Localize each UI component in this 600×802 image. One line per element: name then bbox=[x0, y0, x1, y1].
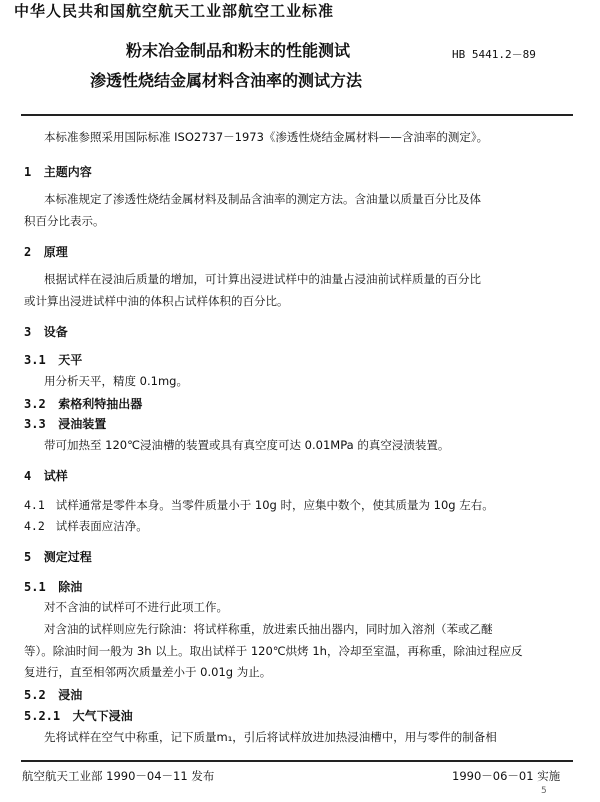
section-2-heading bbox=[24, 243, 68, 260]
paragraph: 用分析天平，精度 0.1mg。 bbox=[44, 374, 188, 388]
paragraph: 本标准规定了渗透性烧结金属材料及制品含油率的测定方法。含油量以质量百分比及体 bbox=[44, 192, 481, 206]
subsection-title: 天平 bbox=[58, 353, 83, 367]
standard-number: HB 5441.2－89 bbox=[452, 48, 536, 61]
bottom-rule bbox=[21, 760, 573, 762]
section-5-heading bbox=[24, 548, 92, 565]
section-number: 3 bbox=[24, 325, 32, 339]
subsection-number: 5.1 bbox=[24, 580, 46, 594]
paragraph: 等）。除油时间一般为 3h 以上。取出试样于 120℃烘烤 1h，冷却至室温，再称重，除油过程应反 bbox=[24, 644, 523, 658]
subsection-5-2-1-heading bbox=[24, 707, 133, 724]
subsection-number: 3.2 bbox=[24, 397, 46, 411]
subsection-title: 索格利特抽出器 bbox=[58, 397, 143, 411]
top-rule bbox=[21, 114, 573, 116]
subsection-3-2-heading bbox=[24, 395, 142, 412]
subsection-title: 浸油装置 bbox=[58, 417, 107, 431]
paragraph: 根据试样在浸油后质量的增加，可计算出浸进试样中的油量占浸油前试样质量的百分比 bbox=[44, 272, 481, 286]
section-1-heading bbox=[24, 163, 92, 180]
subsection-3-1-heading bbox=[24, 351, 82, 368]
subsection-number: 5.2 bbox=[24, 688, 46, 702]
clause-4-2 bbox=[24, 518, 148, 534]
section-number: 4 bbox=[24, 469, 32, 483]
section-4-heading bbox=[24, 467, 68, 484]
paragraph: 积百分比表示。 bbox=[24, 214, 105, 228]
page-mark: 5 bbox=[541, 786, 547, 796]
subsection-title: 浸油 bbox=[58, 688, 83, 702]
document-title-line1: 粉末冶金制品和粉末的性能测试 bbox=[126, 41, 351, 60]
subsection-number: 3.3 bbox=[24, 417, 46, 431]
org-title: 中华人民共和国航空航天工业部航空工业标准 bbox=[14, 2, 335, 20]
subsection-3-3-heading bbox=[24, 415, 106, 432]
section-title: 原理 bbox=[43, 245, 68, 259]
section-number: 1 bbox=[24, 165, 32, 179]
issue-info: 航空航天工业部 1990－04－11 发布 bbox=[22, 769, 215, 783]
section-title: 测定过程 bbox=[43, 550, 92, 564]
section-title: 设备 bbox=[43, 325, 68, 339]
section-title: 主题内容 bbox=[43, 165, 92, 179]
clause-text: 试样通常是零件本身。当零件质量小于 10g 时，应集中数个，使其质量为 10g 左右。 bbox=[55, 498, 494, 512]
section-number: 2 bbox=[24, 245, 32, 259]
paragraph: 或计算出浸进试样中油的体积占试样体积的百分比。 bbox=[24, 294, 289, 308]
subsection-title: 大气下浸油 bbox=[72, 709, 133, 723]
section-number: 5 bbox=[24, 550, 32, 564]
subsection-5-1-heading bbox=[24, 578, 82, 595]
section-title: 试样 bbox=[43, 469, 68, 483]
subsection-5-2-heading bbox=[24, 686, 82, 703]
subsection-number: 5.2.1 bbox=[24, 709, 61, 723]
clause-number: 4.1 bbox=[24, 498, 45, 512]
reference-note: 本标准参照采用国际标准 ISO2737－1973《渗透性烧结金属材料——含油率的测定》。 bbox=[44, 130, 489, 144]
subsection-title: 除油 bbox=[58, 580, 83, 594]
paragraph: 对不含油的试样可不进行此项工作。 bbox=[44, 600, 228, 614]
paragraph: 复进行，直至相邻两次质量差小于 0.01g 为止。 bbox=[24, 665, 272, 679]
section-3-heading bbox=[24, 323, 68, 340]
clause-text: 试样表面应洁净。 bbox=[55, 519, 148, 533]
paragraph: 对含油的试样则应先行除油：将试样称重，放进索氏抽出器内，同时加入溶剂（苯或乙醚 bbox=[44, 622, 493, 636]
subsection-number: 3.1 bbox=[24, 353, 46, 367]
document-title-line2: 渗透性烧结金属材料含油率的测试方法 bbox=[90, 71, 363, 90]
clause-number: 4.2 bbox=[24, 519, 45, 533]
clause-4-1 bbox=[24, 497, 494, 513]
paragraph: 带可加热至 120℃浸油槽的装置或具有真空度可达 0.01MPa 的真空浸渍装置。 bbox=[44, 438, 450, 452]
effective-date: 1990－06－01 实施 bbox=[452, 769, 561, 783]
paragraph: 先将试样在空气中称重，记下质量m₁，引后将试样放进加热浸油槽中，用与零件的制备相 bbox=[44, 730, 497, 744]
